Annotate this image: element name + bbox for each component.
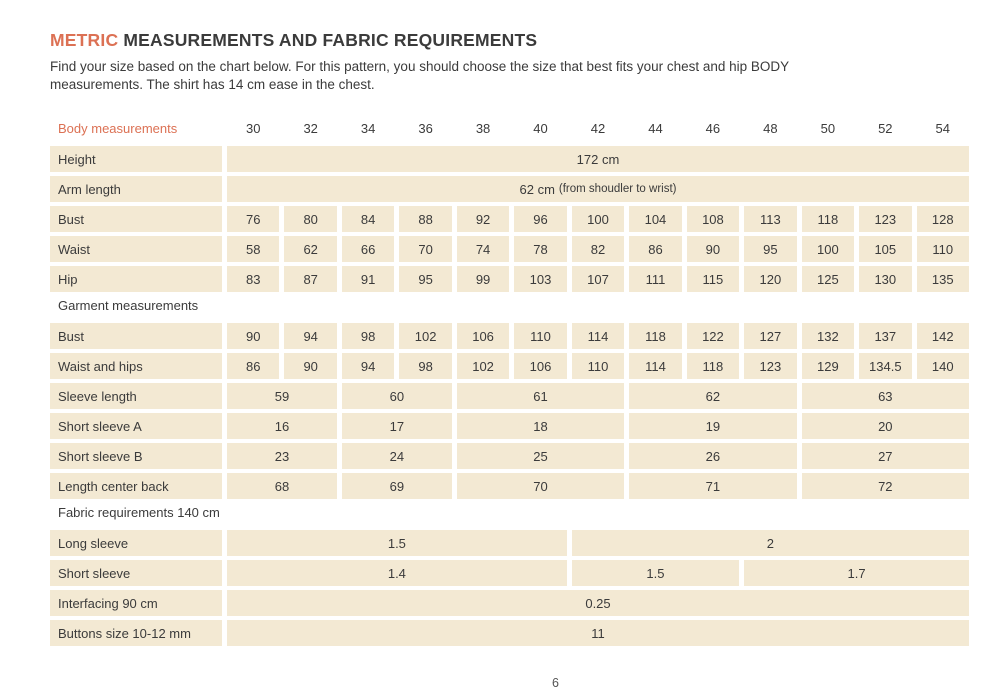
- table-cell: 134.5: [859, 353, 911, 379]
- table-cell: 71: [629, 473, 796, 499]
- table-cell: 76: [227, 206, 279, 232]
- table-cell: 100: [802, 236, 854, 262]
- table-cell: 90: [227, 323, 279, 349]
- table-cell: 70: [399, 236, 451, 262]
- table-cell: 70: [457, 473, 624, 499]
- table-cell: 135: [917, 266, 969, 292]
- intro-line-2: measurements. The shirt has 14 cm ease in the chest.: [50, 77, 375, 92]
- row-label: Bust: [50, 206, 222, 232]
- table-cell-note: (from shoudler to wrist): [558, 183, 677, 195]
- size-header-cell: 52: [878, 120, 893, 136]
- table-cell: 94: [342, 353, 394, 379]
- row-label: Waist: [50, 236, 222, 262]
- row-label: Buttons size 10-12 mm: [50, 620, 222, 646]
- table-cell: 86: [227, 353, 279, 379]
- table-cell: 108: [687, 206, 739, 232]
- table-cell: 132: [802, 323, 854, 349]
- table-cell: 69: [342, 473, 452, 499]
- table-cell: 123: [744, 353, 796, 379]
- table-cell: 62: [284, 236, 336, 262]
- row-label: Sleeve length: [50, 383, 222, 409]
- row-label: Short sleeve A: [50, 413, 222, 439]
- row-label: Arm length: [50, 176, 222, 202]
- size-header-cell: 54: [935, 120, 950, 136]
- table-cell: 98: [399, 353, 451, 379]
- size-header-cell: 48: [763, 120, 778, 136]
- table-cell: 104: [629, 206, 681, 232]
- table-cell: 114: [629, 353, 681, 379]
- size-header-cell: 50: [820, 120, 836, 136]
- table-cell: 92: [457, 206, 509, 232]
- intro-line-1: Find your size based on the chart below. For this pattern, you should choose the size that best fits your chest and hip BODY: [50, 59, 790, 74]
- table-cell: 140: [917, 353, 969, 379]
- table-cell: 94: [284, 323, 336, 349]
- table-cell: 95: [399, 266, 451, 292]
- size-header-cell: 42: [590, 120, 606, 136]
- table-cell: 86: [629, 236, 681, 262]
- size-header-cell: 40: [533, 120, 548, 136]
- table-cell: 11: [227, 620, 969, 646]
- table-cell: 63: [802, 383, 969, 409]
- table-cell: 25: [457, 443, 624, 469]
- table-cell: 74: [457, 236, 509, 262]
- table-row-height: [50, 146, 969, 172]
- table-header-row: [50, 120, 969, 136]
- table-cell: 19: [629, 413, 796, 439]
- table-cell: 90: [284, 353, 336, 379]
- table-row-sleeve-length: [50, 383, 969, 409]
- row-label: Bust: [50, 323, 222, 349]
- table-row-long-sleeve: [50, 530, 969, 556]
- table-cell: 61: [457, 383, 624, 409]
- row-label: Height: [50, 146, 222, 172]
- table-cell: 137: [859, 323, 911, 349]
- table-cell: 72: [802, 473, 969, 499]
- table-cell: 24: [342, 443, 452, 469]
- size-table: [50, 120, 969, 646]
- intro-text: [50, 58, 969, 94]
- table-cell: 84: [342, 206, 394, 232]
- size-header-cell: 30: [245, 120, 261, 136]
- section-heading-fabric-requirements-140-cm: Fabric requirements 140 cm: [58, 504, 220, 520]
- table-cell: 106: [457, 323, 509, 349]
- table-cell: 83: [227, 266, 279, 292]
- table-cell: 58: [227, 236, 279, 262]
- row-label: Short sleeve: [50, 560, 222, 586]
- table-row-waist-and-hips: [50, 353, 969, 379]
- table-cell: 23: [227, 443, 337, 469]
- table-cell: 1.5: [227, 530, 567, 556]
- size-header-cell: 36: [418, 120, 433, 136]
- row-label: Short sleeve B: [50, 443, 222, 469]
- table-cell: 142: [917, 323, 969, 349]
- table-cell: 110: [572, 353, 624, 379]
- table-row-hip: [50, 266, 969, 292]
- table-row-length-center-back: [50, 473, 969, 499]
- table-cell: 90: [687, 236, 739, 262]
- row-label: Length center back: [50, 473, 222, 499]
- row-label: Interfacing 90 cm: [50, 590, 222, 616]
- table-cell: 113: [744, 206, 796, 232]
- table-cell: 106: [514, 353, 566, 379]
- size-header-cell: 46: [705, 120, 721, 136]
- table-cell: 26: [629, 443, 796, 469]
- table-cell: 87: [284, 266, 336, 292]
- table-cell: 95: [744, 236, 796, 262]
- table-cell: 130: [859, 266, 911, 292]
- table-cell: 172 cm: [227, 146, 969, 172]
- table-cell: 80: [284, 206, 336, 232]
- table-cell: 20: [802, 413, 969, 439]
- table-cell: 66: [342, 236, 394, 262]
- page-title-rest: MEASUREMENTS AND FABRIC REQUIREMENTS: [118, 30, 538, 50]
- table-cell: 114: [572, 323, 624, 349]
- table-cell: 60: [342, 383, 452, 409]
- size-header-cell: 32: [303, 120, 318, 136]
- table-cell: 123: [859, 206, 911, 232]
- table-cell: 115: [687, 266, 739, 292]
- table-cell: 118: [629, 323, 681, 349]
- table-cell: 82: [572, 236, 624, 262]
- table-row-interfacing-90-cm: [50, 590, 969, 616]
- table-cell: 128: [917, 206, 969, 232]
- table-cell: 1.7: [744, 560, 969, 586]
- row-label: Hip: [50, 266, 222, 292]
- table-cell: 62: [629, 383, 796, 409]
- size-header-cell: 34: [360, 120, 376, 136]
- page-title: [50, 30, 969, 51]
- size-header-cell: 38: [475, 120, 491, 136]
- table-cell: 118: [802, 206, 854, 232]
- table-cell: 102: [399, 323, 451, 349]
- table-cell: 59: [227, 383, 337, 409]
- size-header-cell: 44: [648, 120, 663, 136]
- table-cell: 111: [629, 266, 681, 292]
- table-cell: 105: [859, 236, 911, 262]
- table-cell: 118: [687, 353, 739, 379]
- table-cell: 120: [744, 266, 796, 292]
- table-cell: 107: [572, 266, 624, 292]
- table-cell: 110: [514, 323, 566, 349]
- table-cell: 125: [802, 266, 854, 292]
- table-cell: 62 cm (from shoudler to wrist): [227, 176, 969, 202]
- table-row-short-sleeve-a: [50, 413, 969, 439]
- page-number: 6: [552, 676, 559, 690]
- table-cell: 129: [802, 353, 854, 379]
- table-cell: 103: [514, 266, 566, 292]
- section-heading-garment-measurements: Garment measurements: [58, 297, 199, 313]
- table-row-buttons-size-10-12-mm: [50, 620, 969, 646]
- table-cell: 27: [802, 443, 969, 469]
- body-measurements-label: Body measurements: [58, 120, 178, 136]
- table-cell: 110: [917, 236, 969, 262]
- table-cell: 98: [342, 323, 394, 349]
- page-title-accent: METRIC: [50, 30, 119, 50]
- table-cell: 127: [744, 323, 796, 349]
- table-cell: 96: [514, 206, 566, 232]
- table-row-short-sleeve-b: [50, 443, 969, 469]
- table-cell: 78: [514, 236, 566, 262]
- row-label: Waist and hips: [50, 353, 222, 379]
- table-cell: 1.4: [227, 560, 567, 586]
- table-cell: 122: [687, 323, 739, 349]
- table-row-bust: [50, 323, 969, 349]
- table-cell: 88: [399, 206, 451, 232]
- table-cell: 2: [572, 530, 969, 556]
- table-cell: 16: [227, 413, 337, 439]
- table-cell: 0.25: [227, 590, 969, 616]
- row-label: Long sleeve: [50, 530, 222, 556]
- table-cell: 18: [457, 413, 624, 439]
- table-cell: 68: [227, 473, 337, 499]
- table-cell: 100: [572, 206, 624, 232]
- table-row-short-sleeve: [50, 560, 969, 586]
- table-cell: 1.5: [572, 560, 739, 586]
- table-row-bust: [50, 206, 969, 232]
- document-page: [50, 0, 969, 690]
- table-cell: 91: [342, 266, 394, 292]
- table-row-waist: [50, 236, 969, 262]
- table-cell: 99: [457, 266, 509, 292]
- table-cell: 102: [457, 353, 509, 379]
- table-row-arm-length: [50, 176, 969, 202]
- table-cell: 17: [342, 413, 452, 439]
